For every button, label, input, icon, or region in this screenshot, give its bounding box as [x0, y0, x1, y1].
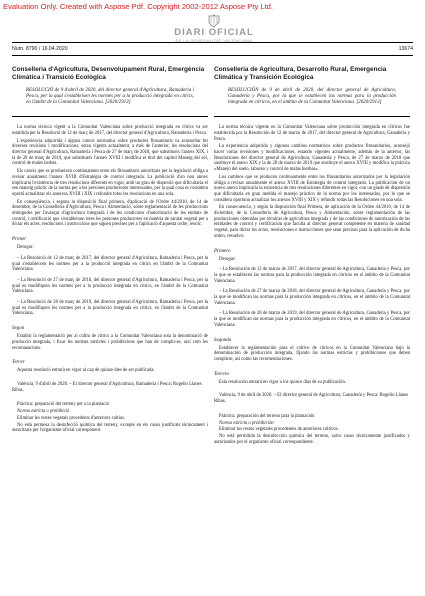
- article-heading: Segon: [12, 326, 25, 332]
- intro-paragraph: La norma técnica vigente en la Comunitat Valenciana sobre producción integrada en cítricos fue establecida por la Resolución de 12 de marzo de 2017, del director general de Agricultura, Ganadería y Pesca.: [214, 125, 410, 142]
- article-heading: Primer: [12, 237, 27, 243]
- coat-of-arms-icon: [206, 14, 222, 28]
- column-valencian: [12, 66, 208, 434]
- intro-paragraph: Los cambios que se producen continuamente entre los fitosanitarios autorizados por la legislación obliga a revisar anualmente el anexo XVIII de Estrategia de control integrado. La publicación de un nuevo anexo implicaría la existencia de tres resoluciones diferentes en vigor, con un grado de dispersión que dificultaría en gran medida el manejo práctico de la norma por los interesados, por lo que se considera oportuno actualizar los anexos XVIII y XIX y refundir todas las Resoluciones en una sola.: [214, 174, 410, 203]
- article-lead: Derogar:: [17, 245, 34, 251]
- signature: València, 9 de abril de 2020. – El director general de Agricultura, Ganadería y Pesca: Rogelio Llanes Ribas.: [214, 393, 409, 405]
- practice-item: Eliminar los restos vegetales procedentes de anteriores cultivos.: [219, 427, 339, 433]
- logo-title: DIARI OFICIAL: [174, 27, 254, 38]
- evaluation-watermark: Evaluation Only. Created with Aspose Pdf. Copyright 2002-2012 Aspose Pty Ltd.: [3, 2, 274, 11]
- article-item: – La Resolución de 28 de marzo de 2019, del director general de Agricultura, Ganadería y Pesca, por la que se modifican las normas para la producción integrada en cítricos, en el ámbito de la Comunitat Valenciana.: [214, 311, 410, 328]
- article-item: Aquesta resolució entrarà en vigor al cap de quinze dies de ser publicada.: [17, 368, 155, 374]
- article-item: Esta resolución entrará en vigor a los quince días de su publicación.: [219, 379, 347, 385]
- department-title: Conselleria d'Agricultura, Desenvolupament Rural, Emergència Climàtica i Transició Ecològica: [12, 66, 205, 81]
- article-item: – La Resolución de 27 de marzo de 2018, del director general de Agricultura, Ganadería y Pesca, por la que se modifican las normas para la producción integrada en cítricos, en el ámbito de la Comunitat Valenciana.: [214, 289, 410, 306]
- intro-paragraph: En conseqüència, i segons la disposició final primera, d'aplicació de l'Ordre 44/2010, de 14 de desembre, de la Conselleria d'Agricultura, Pesca i Alimentació, sobre reglamentació de les produccions obtingudes per l'avançat d'agricultura integrada i de les condicions d'autorització de les entitats de control, i certificació que s'estableixen totes les persones productores en matèria de sanitat vegetal per a dictar els actes, resolucions i instruccions que siguen precises per a l'aplicació d'aquesta ordre, resolc:: [12, 199, 208, 228]
- department-title: Conselleria de Agricultura, Desarrollo Rural, Emergencia Climática y Transición Ecológica: [214, 66, 387, 81]
- article-lead: Derogar:: [219, 256, 236, 262]
- article-heading: Tercero: [214, 371, 229, 377]
- signature: València, 9 d'abril de 2020. – El director general d'Agricultura, Ramaderia i Pesca: Rogelio Llanes Ribas.: [12, 381, 202, 393]
- resolution-abstract: RESOLUCIÓN de 9 de abril de 2020, del director general de Agricultura, Ganadería y Pesca, por la que se establecen las normas para la producción integrada en cítricos, en el ámbito de la Comunitat Valenciana. [2020/2913]: [228, 88, 396, 106]
- page-number: 13674: [370, 42, 413, 56]
- article-item: – La Resolució de 12 de març de 2017, del director general d'Agricultura, Ramaderia i Pesca, per la qual s'estableixen les normes per a la producció integrada en cítrics en l'àmbit de la Comunitat Valenciana.: [12, 255, 208, 273]
- article-item: – La Resolució de 28 de març de 2019, del director general d'Agricultura, Ramaderia i Pesca, per la qual es modifiquen les normes per a la producció integrada en cítrics, en l'àmbit de la Comunitat Valenciana.: [12, 300, 208, 317]
- practice-heading: Pràctica: preparació del terreny per a la plantació: [17, 402, 110, 408]
- intro-paragraph: La norma tècnica vigent a la Comunitat Valenciana sobre producció integrada en cítrics va ser establida per la Resolució de 12 de març de 2017, del director general d'Agricultura, Ramaderia i Pesca.: [12, 125, 208, 136]
- column-spanish: [214, 66, 410, 445]
- article-heading: Tercer: [12, 360, 25, 366]
- header-rule: [152, 42, 370, 56]
- logo-subtitle: DE LA GENERALITAT VALENCIANA: [175, 38, 253, 43]
- article-heading: Primero: [214, 248, 231, 254]
- practice-item: No está permitida la desinfección química del terreno, salvo casos técnicamente justificados y autorizados por el organismo oficial correspondiente.: [214, 433, 410, 445]
- practice-norm: Norma estricta o prohibición: [219, 420, 274, 426]
- article-heading: Segundo: [214, 337, 232, 343]
- intro-paragraph: En consecuencia, y según la disposición final Primera, de aplicación de la Orden 44/2010, de 14 de diciembre, de la Conselleria de Agricultura, Pesca y Alimentación, sobre reglamentación de las producciones obtenidas por técnicas de agricultura integrada y de las condiciones de autorización de las entidades de control y certificación que faculta al director general competente en materia de sanidad vegetal, para dictar los actos, resoluciones e instrucciones que sean precisos para la aplicación de dicha orden, resuelvo:: [214, 205, 410, 239]
- intro-paragraph: L'experiència adquirida i alguns canvis normatius sobre productes fitosanitaris va aconsellar fer diverses revisions i modificacions; estan vigents actualment, a més de l'anterior, les resolucions del director general d'Agricultura, Ramaderia i Pesca de 27 de març de 2018, que substitueix l'annex XIX, i la de 28 de març de 2019, que substitueix l'annex XVIII i modifica el títol del capítol Maneig del sòl, control de males herbes.: [12, 138, 208, 167]
- divider: [12, 116, 208, 117]
- article-item: Establecer la reglamentación para el cultivo de cítricos en la Comunitat Valenciana bajo la denominación de producción integrada, fijando las normas estrictas y prohibiciones que deben cumplirse, así como las recomendaciones.: [214, 345, 410, 362]
- divider: [214, 116, 410, 117]
- article-item: Establir la reglamentació per al cultiu de cítrics a la Comunitat Valenciana sota la denominació de producció integrada, i fixar les normes estrictes i prohibicions que han de complir-se, així com les recomanacions.: [12, 334, 208, 351]
- article-item: – La Resolució de 27 de març de 2018, del director general d'Agricultura, Ramaderia i Pesca, per la qual es modifiquen les normes per a la producció integrada en cítrics, en l'àmbit de la Comunitat Valenciana.: [12, 277, 208, 295]
- practice-item: Eliminar les restes vegetals procedents d'anteriors cultius.: [17, 415, 126, 421]
- intro-paragraph: La experiencia adquirida y algunos cambios normativos sobre productos fitosanitarios, aconsejó hacer varias revisiones y modificaciones, estando vigentes actualmente, además de la anterior, las Resoluciones del director general de Agricultura, Ganadería y Pesca, de 27 de marzo de 2018 que sustituye el anexo XIX y la de 28 de marzo de 2019 que sustituye el anexo XVIII y modifica la práctica «Manejo del suelo, laboreo y control de malas hierbas».: [214, 144, 410, 173]
- dogv-logo: [168, 14, 260, 43]
- issue-number: Num. 8790 / 16.04.2020: [12, 42, 152, 56]
- intro-paragraph: Els canvis que es produeixen contínuament entre els fitosanitaris autoritzats per la legislació obliga a revisar anualment l'annex XVIII d'Estratègia de control integrada. La publicació d'un nou annex implicaria l'existència de tres resolucions diferents en vigor, amb un grau de dispersió que dificultaria el seu maneig pràctic de la norma per a les persones productores interessades, per la qual cosa es considera oportú actualitzar els annexos XVIII i XIX i refondre totes les resolucions en una sola.: [12, 169, 208, 197]
- resolution-abstract: RESOLUCIÓ de 9 d'abril de 2020, del director general d'Agricultura, Ramaderia i Pesca, per la qual s'estableixen les normes per a la producció integrada en cítrics, en l'àmbit de la Comunitat Valenciana. [2020/2913]: [26, 88, 194, 106]
- practice-norm: Norma estricta o prohibició: [17, 409, 70, 415]
- practice-heading: Práctica: preparación del terreno para la plantación: [219, 413, 315, 419]
- practice-item: No està permesa la desinfecció química del terreny, excepte en els casos justificats tècnicament i autoritzats per l'organisme oficial corresponent.: [12, 422, 208, 434]
- article-item: – La Resolución de 12 de marzo de 2017, del director general de Agricultura, Ganadería y Pesca, por la que se establecen las normas para la producción integrada en cítricos en el ámbito de la Comunitat Valenciana.: [214, 267, 410, 284]
